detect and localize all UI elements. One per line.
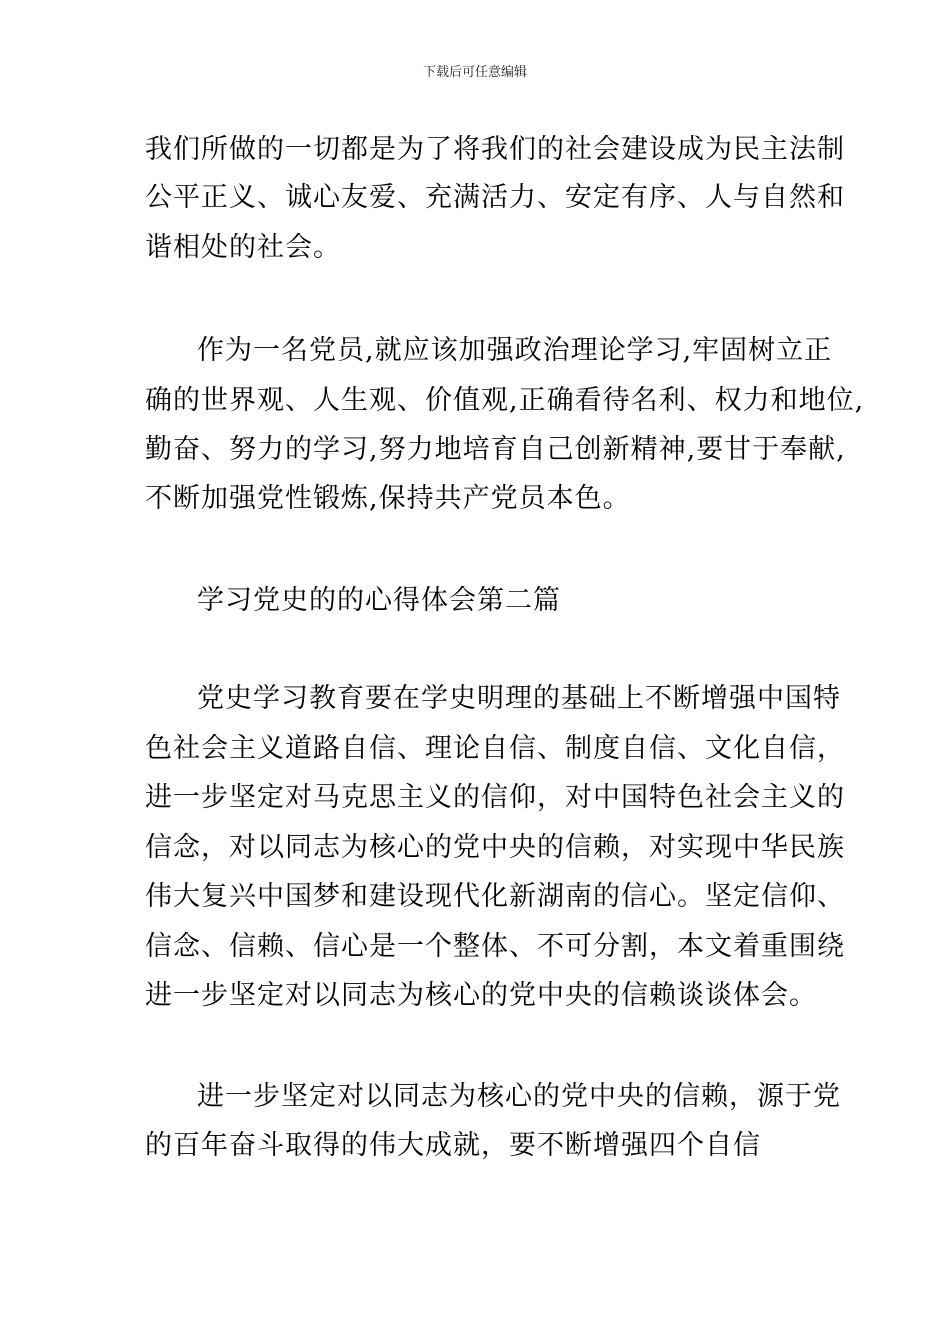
text-line: 伟大复兴中国梦和建设现代化新湖南的信心。坚定信仰、	[145, 881, 845, 912]
text-line: 作为一名党员,就应该加强政治理论学习,牢固树立正	[197, 335, 833, 366]
text-line: 不断加强党性锻炼,保持共产党员本色。	[145, 483, 631, 514]
text-line: 色社会主义道路自信、理论自信、制度自信、文化自信，	[145, 733, 845, 764]
text-line: 进一步坚定对以同志为核心的党中央的信赖，源于党	[197, 1081, 841, 1112]
page-header: 下载后可任意编辑	[422, 65, 527, 80]
text-line: 谐相处的社会。	[145, 232, 341, 263]
text-line: 的百年奋斗取得的伟大成就，要不断增强四个自信	[145, 1130, 761, 1161]
text-line: 信念，对以同志为核心的党中央的信赖，对实现中华民族	[145, 832, 845, 863]
text-line: 进一步坚定对马克思主义的信仰，对中国特色社会主义的	[145, 782, 845, 813]
text-line: 勤奋、努力的学习,努力地培育自己创新精神,要甘于奉献,	[145, 434, 846, 465]
section-heading: 学习党史的的心得体会第二篇	[197, 585, 561, 616]
text-line: 我们所做的一切都是为了将我们的社会建设成为民主法制	[145, 134, 845, 165]
text-line: 信念、信赖、信心是一个整体、不可分割，本文着重围绕	[145, 931, 845, 962]
text-line: 公平正义、诚心友爱、充满活力、安定有序、人与自然和	[145, 182, 845, 213]
text-line: 进一步坚定对以同志为核心的党中央的信赖谈谈体会。	[145, 980, 817, 1011]
text-line: 党史学习教育要在学史明理的基础上不断增强中国特	[197, 683, 841, 714]
text-line: 确的世界观、人生观、价值观,正确看待名利、权力和地位,	[145, 385, 865, 416]
